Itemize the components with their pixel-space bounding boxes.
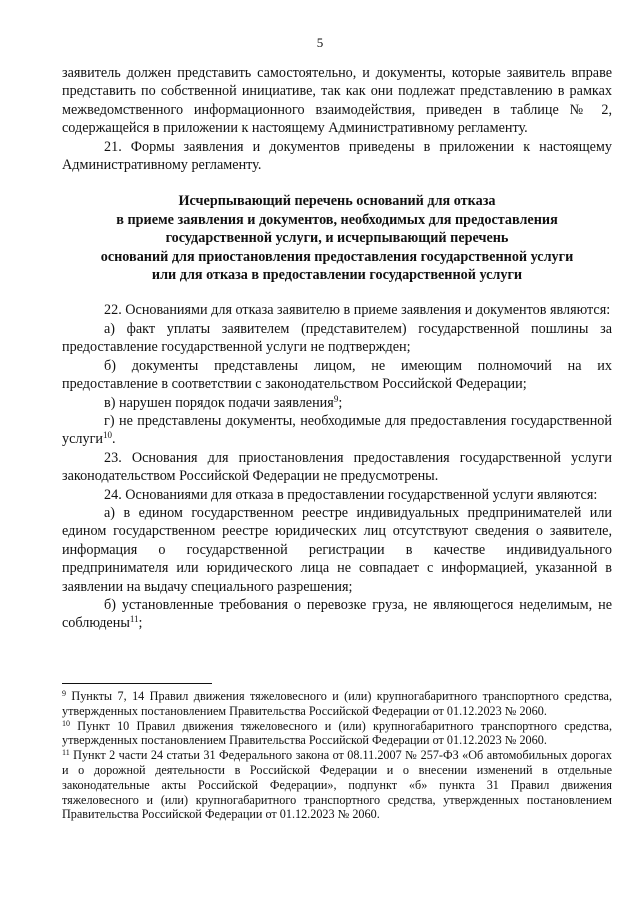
paragraph-22-b: б) документы представлены лицом, не имеющим полномочий на их предоставление в соответствии с законодательством Российской Федерации;	[62, 357, 612, 393]
footnote-number: 11	[62, 748, 70, 758]
paragraph-22: 22. Основаниями для отказа заявителю в приеме заявления и документов являются:	[104, 302, 611, 319]
heading-line: в приеме заявления и документов, необходимых для предоставления	[116, 211, 558, 228]
footnotes	[62, 689, 612, 822]
text: ;	[138, 615, 143, 632]
footnote-ref: 11	[129, 614, 139, 625]
heading-line: или для отказа в предоставлении государственной услуги	[151, 267, 523, 284]
footnote-number: 9	[62, 689, 66, 698]
footnote	[62, 748, 612, 822]
footnote-ref: 9	[333, 393, 339, 404]
footnote-divider	[62, 683, 212, 684]
footnote-ref: 10	[102, 430, 112, 441]
paragraph-continuation: заявитель должен представить самостоятельно, и документы, которые заявитель вправе представить по собственной инициативе, так как они подлежат представлению в рамках межведомственного информационного взаимодействия, приведен в таблице № 2, содержащейся в приложении к настоящему Административному регламенту.	[62, 65, 612, 137]
text: г) не представлены документы, необходимые для предоставления государственной услуги	[62, 412, 612, 448]
text: ;	[338, 394, 343, 411]
paragraph-24-b	[62, 596, 612, 633]
footnote-text: Пункт 10 Правил движения тяжеловесного и (или) крупногабаритного транспортного средства, утвержденных постановлением Правительства Российской Федерации от 01.12.2023 № 2060.	[62, 718, 612, 748]
paragraph-24: 24. Основаниями для отказа в предоставлении государственной услуги являются:	[104, 486, 598, 503]
paragraph-22-g	[62, 412, 612, 449]
paragraph-24-a: а) в едином государственном реестре индивидуальных предпринимателей или едином государственном реестре юридических лиц отсутствуют сведения о заявителе, информация о государственной регистрации в качестве индивидуального предпринимателя или юридического лица не совпадает с информацией, указанной в заявлении на выдачу специального разрешения;	[62, 504, 612, 595]
paragraph-23: 23. Основания для приостановления предоставления государственной услуги законодательством Российской Федерации не предусмотрены.	[62, 449, 612, 485]
paragraph-21: 21. Формы заявления и документов приведены в приложении к настоящему Административному регламенту.	[62, 138, 612, 174]
heading-line: Исчерпывающий перечень оснований для отказа	[178, 193, 496, 210]
document-body	[62, 64, 612, 633]
paragraph-22-v	[62, 394, 612, 412]
paragraph-22-a: а) факт уплаты заявителем (представителем) государственной пошлины за предоставление государственной услуги не подтвержден;	[62, 320, 612, 356]
heading-line: государственной услуги, и исчерпывающий перечень	[165, 230, 509, 247]
footnote-number: 10	[62, 718, 70, 728]
footnote-text: Пункт 2 части 24 статьи 31 Федерального закона от 08.11.2007 № 257-ФЗ «Об автомобильных дорогах и о дорожной деятельности в Российской Федерации и о внесении изменений в отдельные законодательные акты Российской Федерации», подпункт «б» пункта 31 Правил движения тяжеловесного и (или) крупногабаритного транспортного средства, утвержденных постановлением Правительства Российской Федерации от 01.12.2023 № 2060.	[62, 748, 612, 822]
section-heading	[62, 192, 612, 284]
text: б) установленные требования о перевозке груза, не являющегося неделимым, не соблюдены	[62, 596, 612, 632]
text: в) нарушен порядок подачи заявления	[104, 394, 334, 411]
footnote	[62, 689, 612, 719]
text: .	[111, 431, 116, 448]
page-number: 5	[316, 35, 324, 50]
heading-line: оснований для приостановления предоставления государственной услуги	[100, 248, 574, 265]
footnote	[62, 719, 612, 749]
footnote-text: Пункты 7, 14 Правил движения тяжеловесного и (или) крупногабаритного транспортного средства, утвержденных постановлением Правительства Российской Федерации от 01.12.2023 № 2060.	[62, 689, 612, 718]
